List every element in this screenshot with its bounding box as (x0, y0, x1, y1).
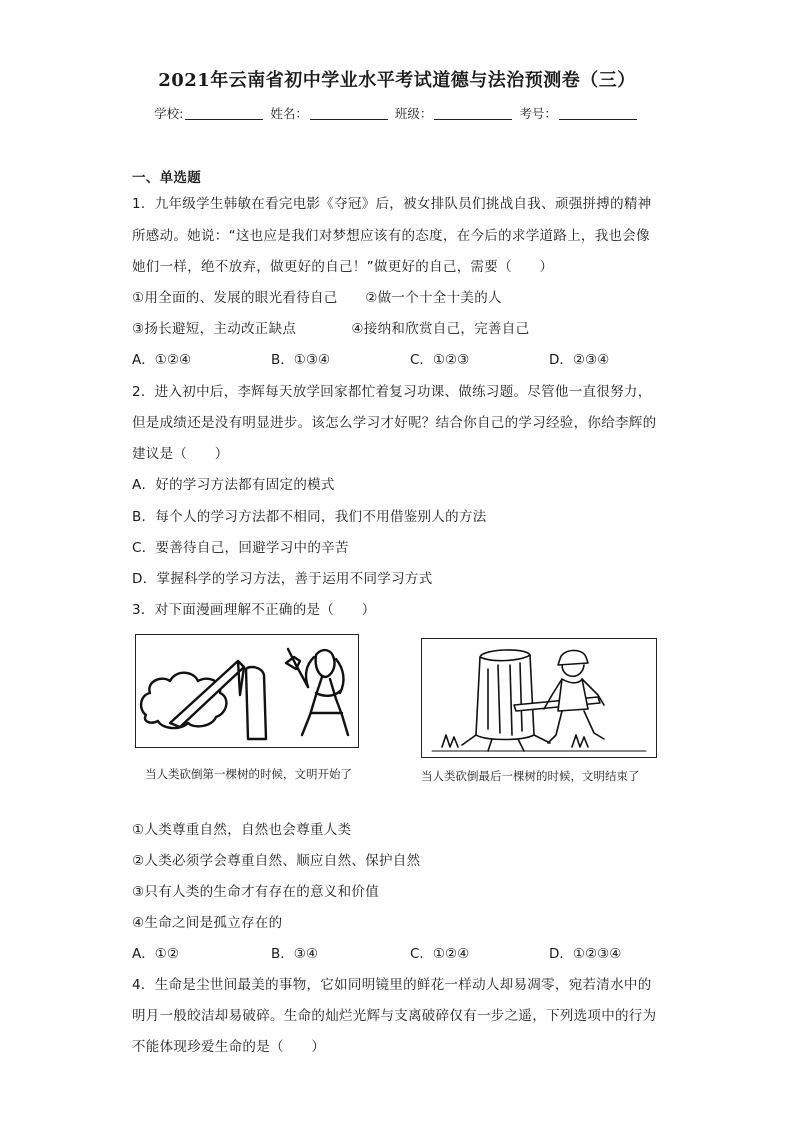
q3-statement-4: ④生命之间是孤立存在的 (132, 915, 283, 931)
q1-stem-line-2: 所感动。她说：“这也应是我们对梦想应该有的态度，在今后的求学道路上，我也会像 (132, 228, 650, 244)
cartoon-caption-right: 当人类砍倒最后一棵树的时候，文明结束了 (421, 769, 640, 783)
q4-stem-line-1: 4．生命是尘世间最美的事物，它如同明镜里的鲜花一样动人却易凋零，宛若清水中的 (132, 977, 652, 993)
name-label: 姓名： (270, 106, 308, 121)
q4-stem-line-2: 明月一般皎洁却易破碎。生命的灿烂光辉与支离破碎仅有一步之遥，下列选项中的行为 (132, 1008, 657, 1024)
q1-option-a[interactable]: A．①②④ (132, 352, 192, 368)
q1-option-b[interactable]: B．①③④ (271, 352, 331, 368)
q4-stem-line-3: 不能体现珍爱生命的是（ ） (132, 1039, 326, 1055)
school-blank[interactable] (185, 107, 263, 120)
cartoon-last-tree (421, 638, 657, 758)
q2-stem-line-3: 建议是（ ） (132, 446, 229, 462)
q3-option-a[interactable]: A．①② (132, 946, 179, 962)
q2-stem-line-1: 2．进入初中后，李辉每天放学回家都忙着复习功课、做练习题。尽管他一直很努力， (132, 384, 652, 400)
last-tree-drawing (422, 639, 656, 757)
q3-statement-2: ②人类必须学会尊重自然、顺应自然、保护自然 (132, 853, 421, 869)
cartoon-caption-left: 当人类砍倒第一棵树的时候，文明开始了 (145, 767, 352, 781)
q3-statement-3: ③只有人类的生命才有存在的意义和价值 (132, 884, 380, 900)
q1-statement-line-1: ①用全面的、发展的眼光看待自己 ②做一个十全十美的人 (132, 290, 502, 306)
q1-stem-line-1: 1．九年级学生韩敏在看完电影《夺冠》后，被女排队员们挑战自我、顽强拼搏的精神 (132, 196, 652, 212)
q1-statement-line-2: ③扬长避短，主动改正缺点 ④接纳和欣赏自己，完善自己 (132, 321, 530, 337)
q3-statement-1: ①人类尊重自然，自然也会尊重人类 (132, 822, 352, 838)
number-blank[interactable] (559, 107, 637, 120)
q1-option-d[interactable]: D．②③④ (549, 352, 610, 368)
class-blank[interactable] (434, 107, 512, 120)
name-blank[interactable] (310, 107, 388, 120)
q2-stem-line-2: 但是成绩还是没有明显进步。该怎么学习才好呢？结合你自己的学习经验，你给李辉的 (132, 415, 657, 431)
section-heading: 一、单选题 (132, 170, 201, 186)
q2-option-b[interactable]: B．每个人的学习方法都不相同，我们不用借鉴别人的方法 (132, 509, 487, 525)
q3-option-d[interactable]: D．①②③④ (549, 946, 622, 962)
number-label: 考号： (519, 106, 557, 121)
q3-option-b[interactable]: B．③④ (271, 946, 318, 962)
student-info-row (0, 104, 794, 122)
class-label: 班级： (394, 106, 433, 121)
cartoon-first-tree (135, 634, 359, 748)
q1-option-c[interactable]: C．①②③ (410, 352, 470, 368)
q3-stem: 3．对下面漫画理解不正确的是（ ） (132, 602, 376, 618)
q2-option-d[interactable]: D．掌握科学的学习方法，善于运用不同学习方式 (132, 571, 433, 587)
school-label: 学校: (154, 106, 184, 121)
exam-title: 2021年云南省初中学业水平考试道德与法治预测卷（三） (158, 70, 636, 91)
q1-stem-line-3: 她们一样，绝不放弃，做更好的自己！”做更好的自己，需要（ ） (132, 259, 554, 275)
q2-option-c[interactable]: C．要善待自己，回避学习中的辛苦 (132, 540, 349, 556)
q3-option-c[interactable]: C．①②④ (410, 946, 470, 962)
q2-option-a[interactable]: A．好的学习方法都有固定的模式 (132, 477, 335, 493)
first-tree-drawing (136, 635, 358, 747)
